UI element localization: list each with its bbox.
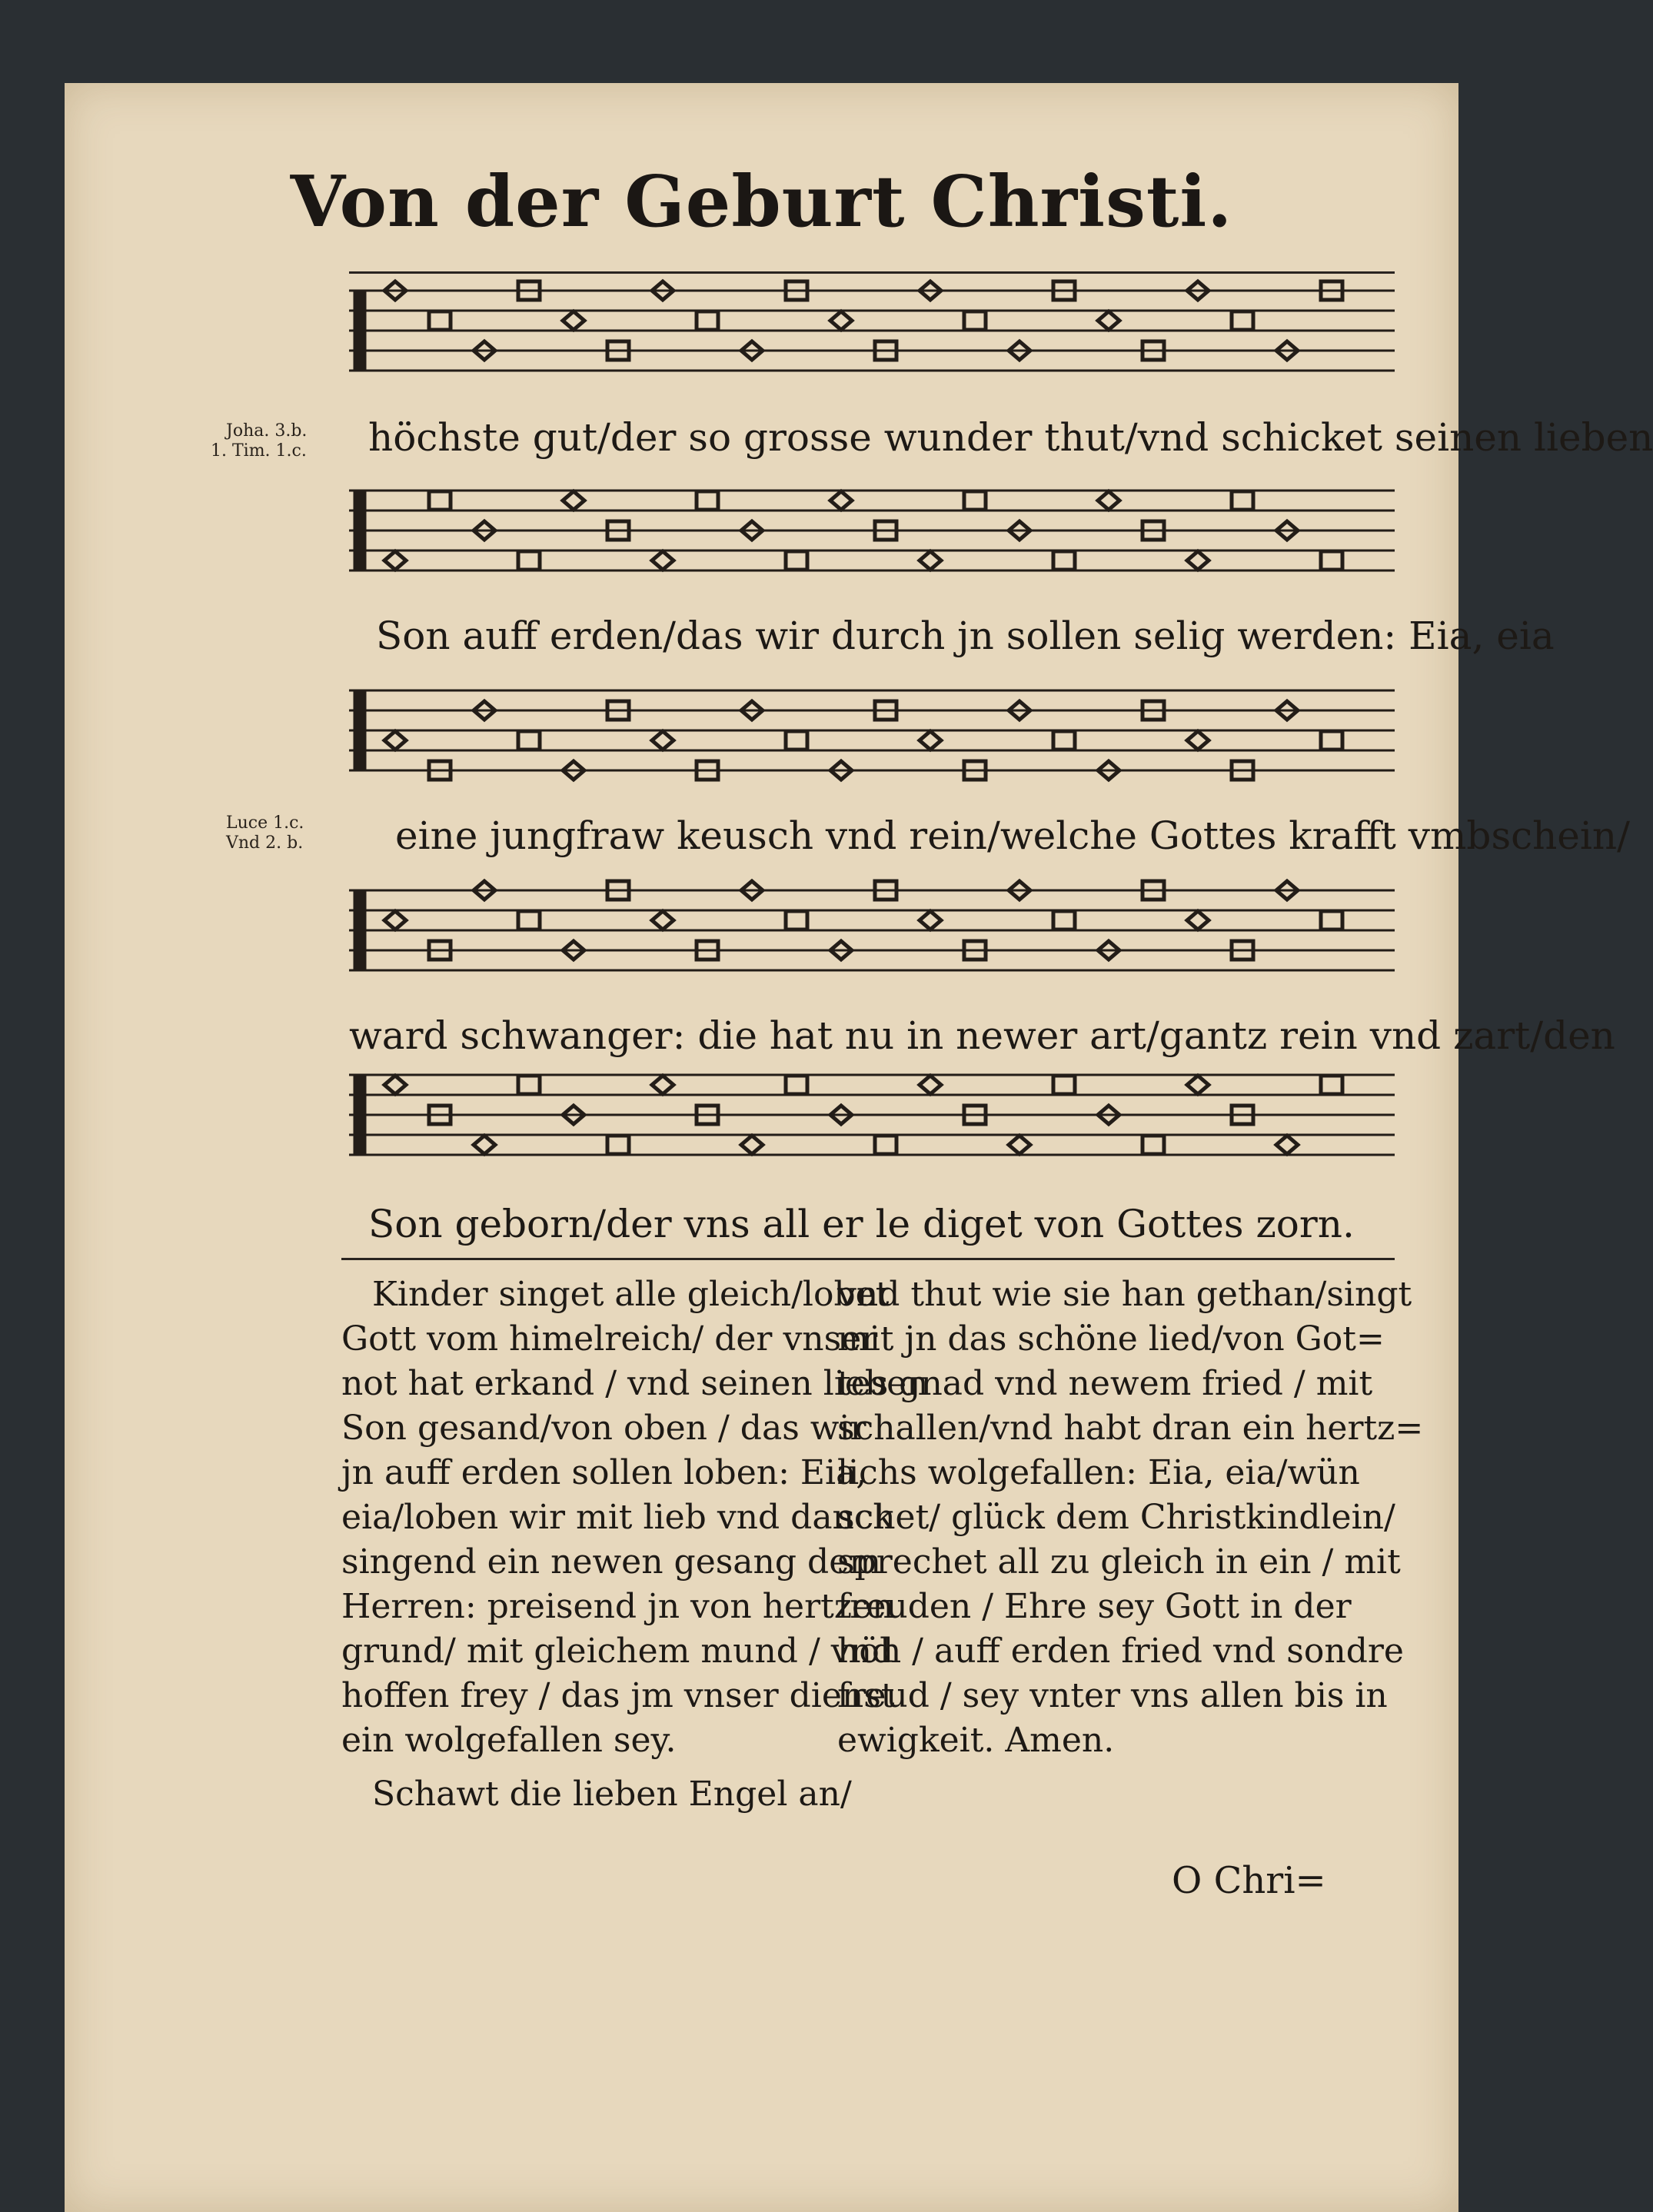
verse-left-line: Gott vom himelreich/ der vnser <box>341 1319 878 1359</box>
verse-left-line: grund/ mit gleichem mund / vnd <box>341 1632 894 1671</box>
book-page <box>65 83 1653 2212</box>
note-breve <box>1321 911 1342 930</box>
verse-right-line: lichs wolgefallen: Eia, eia/wün <box>837 1453 1360 1492</box>
lyric-line-3: eine jungfraw keusch vnd rein/welche Gottes krafft vmbschein/ <box>395 813 1630 858</box>
page-title: Von der Geburt Christi. <box>290 160 1233 243</box>
verse-divider <box>341 1258 1395 1260</box>
verse-left-line: Herren: preisend jn von hertzen <box>341 1587 894 1626</box>
music-notation <box>65 83 1458 1236</box>
verse-left-line: Schawt die lieben Engel an/ <box>372 1775 852 1814</box>
clef-mark <box>354 1075 366 1155</box>
note-breve <box>518 911 540 930</box>
verse-right-line: freud / sey vnter vns allen bis in <box>837 1676 1388 1715</box>
note-breve <box>875 1136 896 1154</box>
lyric-line-2: Son auff erden/das wir durch jn sollen selig werden: Eia, eia <box>376 614 1555 658</box>
note-breve <box>518 1076 540 1094</box>
note-breve <box>697 491 718 510</box>
note-breve <box>1321 731 1342 750</box>
verse-right-line: freuden / Ehre sey Gott in der <box>837 1587 1352 1626</box>
verse-right-line: ewigkeit. Amen. <box>837 1721 1115 1760</box>
note-semibreve <box>1187 911 1209 930</box>
verse-left-line: eia/loben wir mit lieb vnd danck <box>341 1498 894 1537</box>
note-semibreve <box>652 911 674 930</box>
note-breve <box>964 491 986 510</box>
note-breve <box>1321 551 1342 570</box>
margin-note-luke: Luce 1.c. <box>226 813 304 833</box>
verse-left-line: Son gesand/von oben / das wir <box>341 1409 866 1448</box>
note-semibreve <box>652 1076 674 1094</box>
verse-right-line: sprechet all zu gleich in ein / mit <box>837 1542 1401 1582</box>
verse-right-line: höh / auff erden fried vnd sondre <box>837 1632 1404 1671</box>
note-semibreve <box>1187 551 1209 570</box>
note-breve <box>607 1136 629 1154</box>
note-breve <box>964 311 986 330</box>
catchword: O Chri= <box>1172 1859 1326 1902</box>
note-semibreve <box>1098 491 1119 510</box>
note-semibreve <box>384 551 406 570</box>
verse-left-line: ein wolgefallen sey. <box>341 1721 677 1760</box>
note-breve <box>1232 491 1253 510</box>
note-semibreve <box>384 911 406 930</box>
verse-right-line: tes gnad vnd newem fried / mit <box>837 1364 1373 1403</box>
note-semibreve <box>384 1076 406 1094</box>
margin-note-und: Vnd 2. b. <box>226 833 304 853</box>
note-semibreve <box>1098 311 1119 330</box>
verse-left-line: Kinder singet alle gleich/lobet <box>372 1275 890 1314</box>
verse-right-line: schet/ glück dem Christkindlein/ <box>837 1498 1395 1537</box>
note-semibreve <box>1187 731 1209 750</box>
verse-left-line: singend ein newen gesang dem <box>341 1542 881 1582</box>
note-breve <box>1321 1076 1342 1094</box>
note-breve <box>1053 551 1075 570</box>
clef-mark <box>354 890 366 970</box>
note-semibreve <box>1187 1076 1209 1094</box>
verse-right-line: vnd thut wie sie han gethan/singt <box>837 1275 1412 1314</box>
note-semibreve <box>920 551 941 570</box>
clef-mark <box>354 491 366 570</box>
verse-left-line: hoffen frey / das jm vnser dienst <box>341 1676 895 1715</box>
clef-mark <box>354 690 366 770</box>
margin-note-john: Joha. 3.b. <box>226 421 308 441</box>
verse-right-line: schallen/vnd habt dran ein hertz= <box>837 1409 1424 1448</box>
note-breve <box>786 911 807 930</box>
lyric-line-5: Son geborn/der vns all er le diget von Gottes zorn. <box>368 1202 1355 1246</box>
note-breve <box>518 731 540 750</box>
note-semibreve <box>384 731 406 750</box>
note-breve <box>786 551 807 570</box>
note-breve <box>786 1076 807 1094</box>
note-breve <box>1232 311 1253 330</box>
lyric-line-1: höchste gut/der so grosse wunder thut/vnd schicket seinen lieben <box>368 415 1653 460</box>
note-semibreve <box>741 1136 763 1154</box>
note-semibreve <box>920 731 941 750</box>
note-semibreve <box>920 1076 941 1094</box>
note-semibreve <box>474 1136 495 1154</box>
note-semibreve <box>830 491 852 510</box>
note-breve <box>518 551 540 570</box>
margin-note-timothy: 1. Tim. 1.c. <box>211 441 307 461</box>
note-semibreve <box>830 311 852 330</box>
note-breve <box>1053 911 1075 930</box>
note-breve <box>1142 1136 1164 1154</box>
note-semibreve <box>652 551 674 570</box>
note-semibreve <box>920 911 941 930</box>
note-semibreve <box>563 491 584 510</box>
note-semibreve <box>1009 1136 1030 1154</box>
note-breve <box>786 731 807 750</box>
verse-left-line: jn auff erden sollen loben: Eia, <box>341 1453 867 1492</box>
verse-right-line: mit jn das schöne lied/von Got= <box>837 1319 1385 1359</box>
note-breve <box>429 311 451 330</box>
note-semibreve <box>1276 1136 1298 1154</box>
note-breve <box>429 491 451 510</box>
verse-left-line: not hat erkand / vnd seinen lieben <box>341 1364 929 1403</box>
note-breve <box>697 311 718 330</box>
note-breve <box>1053 731 1075 750</box>
note-breve <box>1053 1076 1075 1094</box>
lyric-line-4: ward schwanger: die hat nu in newer art/gantz rein vnd zart/den <box>349 1013 1615 1058</box>
note-semibreve <box>563 311 584 330</box>
clef-mark <box>354 291 366 371</box>
note-semibreve <box>652 731 674 750</box>
